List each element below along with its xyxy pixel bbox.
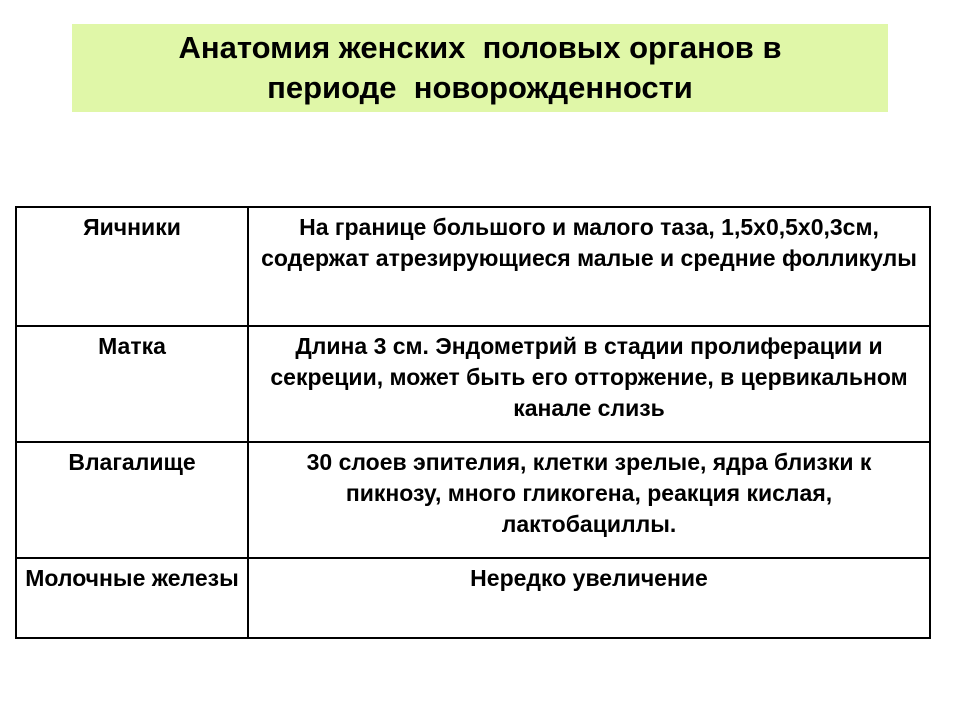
title-line-2: периоде новорожденности — [267, 70, 693, 105]
table-row — [16, 558, 930, 638]
anatomy-table — [15, 206, 931, 639]
title-line-1: Анатомия женских половых органов в — [178, 30, 782, 65]
description-cell: Нередко увеличение — [248, 558, 930, 638]
organ-cell: Молочные железы — [16, 558, 248, 638]
table-row — [16, 326, 930, 442]
organ-cell: Влагалище — [16, 442, 248, 558]
organ-cell: Матка — [16, 326, 248, 442]
organ-cell: Яичники — [16, 207, 248, 326]
table-row — [16, 442, 930, 558]
table-row — [16, 207, 930, 326]
description-cell: На границе большого и малого таза, 1,5х0,5х0,3см, содержат атрезирующиеся малые и средние фолликулы — [248, 207, 930, 326]
description-cell: 30 слоев эпителия, клетки зрелые, ядра близки к пикнозу, много гликогена, реакция кислая, лактобациллы. — [248, 442, 930, 558]
slide-title — [72, 24, 888, 112]
description-cell: Длина 3 см. Эндометрий в стадии пролиферации и секреции, может быть его отторжение, в цервикальном канале слизь — [248, 326, 930, 442]
